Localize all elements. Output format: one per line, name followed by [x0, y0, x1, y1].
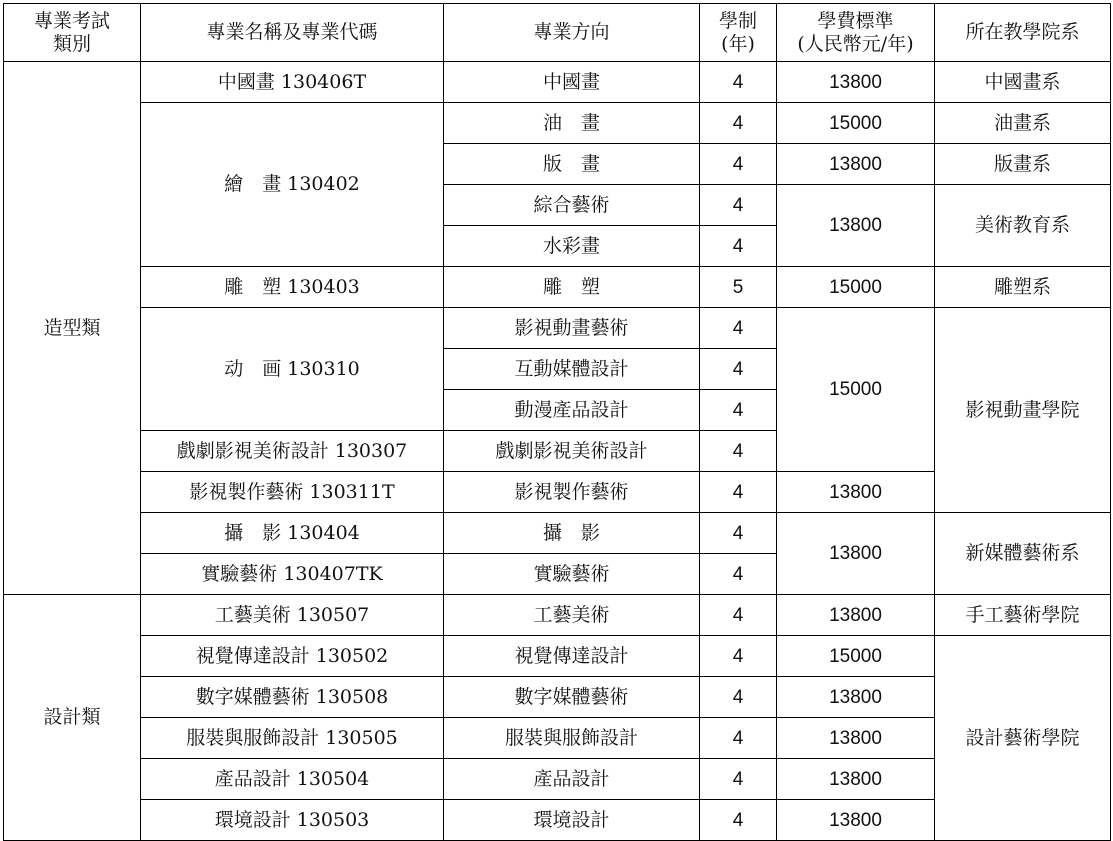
header-tuition: 學費標準 (人民幣元/年) [777, 4, 935, 62]
table-row [4, 595, 1111, 636]
tuition-cell: 15000 [777, 308, 935, 472]
major-cell: 繪 畫 130402 [141, 103, 444, 267]
department-cell: 油畫系 [935, 103, 1111, 144]
table-row [4, 513, 1111, 554]
department-cell: 雕塑系 [935, 267, 1111, 308]
years-cell: 4 [700, 349, 777, 390]
direction-cell: 影視製作藝術 [444, 472, 700, 513]
tuition-cell: 15000 [777, 636, 935, 677]
years-cell: 4 [700, 103, 777, 144]
direction-cell: 水彩畫 [444, 226, 700, 267]
tuition-cell: 13800 [777, 472, 935, 513]
major-cell: 攝 影 130404 [141, 513, 444, 554]
header-row [4, 4, 1111, 62]
direction-cell: 中國畫 [444, 62, 700, 103]
header-department: 所在教學院系 [935, 4, 1111, 62]
department-cell: 美術教育系 [935, 185, 1111, 267]
table-row [4, 103, 1111, 144]
major-cell: 动 画 130310 [141, 308, 444, 431]
tuition-cell: 13800 [777, 595, 935, 636]
table-row [4, 62, 1111, 103]
tuition-cell: 15000 [777, 103, 935, 144]
direction-cell: 環境設計 [444, 800, 700, 841]
header-major-name-code: 專業名稱及專業代碼 [141, 4, 444, 62]
majors-table [3, 3, 1111, 841]
direction-cell: 動漫產品設計 [444, 390, 700, 431]
table-row [4, 636, 1111, 677]
tuition-cell: 13800 [777, 144, 935, 185]
years-cell: 4 [700, 595, 777, 636]
major-cell: 視覺傳達設計 130502 [141, 636, 444, 677]
years-cell: 4 [700, 554, 777, 595]
years-cell: 4 [700, 308, 777, 349]
years-cell: 4 [700, 513, 777, 554]
tuition-cell: 13800 [777, 718, 935, 759]
major-cell: 環境設計 130503 [141, 800, 444, 841]
tuition-cell: 13800 [777, 677, 935, 718]
table-row [4, 308, 1111, 349]
years-cell: 4 [700, 636, 777, 677]
tuition-cell: 13800 [777, 62, 935, 103]
major-cell: 戲劇影視美術設計 130307 [141, 431, 444, 472]
direction-cell: 攝 影 [444, 513, 700, 554]
years-cell: 4 [700, 226, 777, 267]
direction-cell: 綜合藝術 [444, 185, 700, 226]
direction-cell: 油 畫 [444, 103, 700, 144]
department-cell: 設計藝術學院 [935, 636, 1111, 841]
years-cell: 4 [700, 185, 777, 226]
department-cell: 影視動畫學院 [935, 308, 1111, 513]
years-cell: 4 [700, 472, 777, 513]
tuition-cell: 13800 [777, 513, 935, 595]
department-cell: 新媒體藝術系 [935, 513, 1111, 595]
category-cell-sheji: 設計類 [4, 595, 141, 841]
major-cell: 服裝與服飾設計 130505 [141, 718, 444, 759]
major-cell: 實驗藝術 130407TK [141, 554, 444, 595]
years-cell: 4 [700, 62, 777, 103]
direction-cell: 服裝與服飾設計 [444, 718, 700, 759]
major-cell: 影視製作藝術 130311T [141, 472, 444, 513]
years-cell: 4 [700, 718, 777, 759]
table-row [4, 267, 1111, 308]
years-cell: 4 [700, 677, 777, 718]
department-cell: 版畫系 [935, 144, 1111, 185]
major-cell: 工藝美術 130507 [141, 595, 444, 636]
years-cell: 4 [700, 759, 777, 800]
tuition-cell: 15000 [777, 267, 935, 308]
tuition-cell: 13800 [777, 185, 935, 267]
years-cell: 5 [700, 267, 777, 308]
years-cell: 4 [700, 390, 777, 431]
direction-cell: 互動媒體設計 [444, 349, 700, 390]
direction-cell: 數字媒體藝術 [444, 677, 700, 718]
direction-cell: 產品設計 [444, 759, 700, 800]
header-direction: 專業方向 [444, 4, 700, 62]
direction-cell: 戲劇影視美術設計 [444, 431, 700, 472]
direction-cell: 視覺傳達設計 [444, 636, 700, 677]
years-cell: 4 [700, 431, 777, 472]
major-cell: 雕 塑 130403 [141, 267, 444, 308]
direction-cell: 實驗藝術 [444, 554, 700, 595]
direction-cell: 影視動畫藝術 [444, 308, 700, 349]
category-cell-zaoxing: 造型類 [4, 62, 141, 595]
tuition-cell: 13800 [777, 800, 935, 841]
major-cell: 數字媒體藝術 130508 [141, 677, 444, 718]
years-cell: 4 [700, 144, 777, 185]
direction-cell: 雕 塑 [444, 267, 700, 308]
department-cell: 手工藝術學院 [935, 595, 1111, 636]
direction-cell: 版 畫 [444, 144, 700, 185]
department-cell: 中國畫系 [935, 62, 1111, 103]
years-cell: 4 [700, 800, 777, 841]
direction-cell: 工藝美術 [444, 595, 700, 636]
major-cell: 中國畫 130406T [141, 62, 444, 103]
header-years: 學制 (年) [700, 4, 777, 62]
header-category: 專業考試 類別 [4, 4, 141, 62]
major-cell: 產品設計 130504 [141, 759, 444, 800]
tuition-cell: 13800 [777, 759, 935, 800]
